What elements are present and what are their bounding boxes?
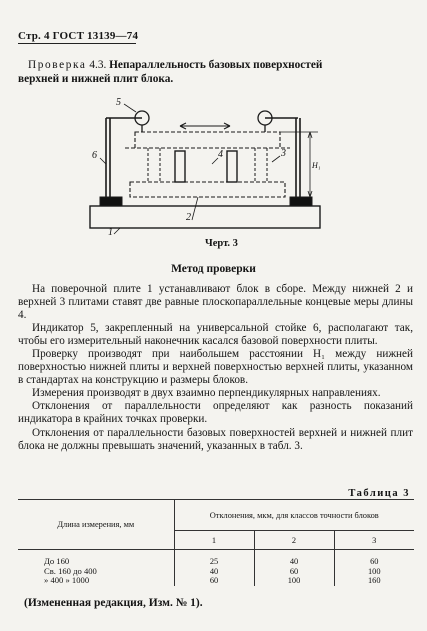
check-number: 4.3. — [89, 59, 107, 71]
cell: 60 — [370, 557, 379, 567]
cell: 100 — [367, 566, 381, 576]
figure-label-2: 2 — [186, 212, 191, 223]
column-header-length: Длина измерения, мм — [18, 500, 174, 550]
class-header: 3 — [334, 531, 414, 550]
page-header: Стр. 4 ГОСТ 13139—74 — [18, 30, 139, 42]
cell: 60 — [174, 576, 254, 586]
method-text — [18, 283, 413, 453]
figure-label-4: 4 — [218, 149, 223, 160]
paragraph: Отклонения от параллельности определяют как разность показаний индикатора в крайних точках проверки. — [18, 400, 413, 426]
row-name: До 160 — [18, 557, 174, 567]
cell: 40 — [254, 557, 334, 567]
table-label: Таблица 3 — [348, 488, 410, 499]
check-title-line1: Непараллельность базовых поверхностей — [109, 59, 323, 71]
cell: 25 — [174, 557, 254, 567]
cell: 100 — [254, 576, 334, 586]
figure-label-6: 6 — [92, 150, 97, 161]
figure-diagram — [80, 96, 330, 236]
header-rule — [18, 43, 136, 44]
edition-note: (Измененная редакция, Изм. № 1). — [24, 597, 203, 609]
row-name: Св. 160 до 400 — [18, 567, 174, 577]
check-title-line2: верхней и нижней плит блока. — [18, 73, 174, 85]
paragraph: Индикатор 5, закрепленный на универсальной стойке 6, располагают так, чтобы его измерительный наконечник касался базовой поверхности плиты. — [18, 322, 413, 348]
figure-label-1: 1 — [108, 227, 113, 236]
paragraph: Измерения производят в двух взаимно перпендикулярных направлениях. — [32, 387, 381, 400]
check-lead: Проверка — [28, 59, 87, 71]
paragraph: Проверку производят при наибольшем расстоянии H₁ между нижней поверхностью нижней плиты и верхней поверхностью верхней плиты, указанном в стандартах на конструкцию и размеры блоков. — [18, 348, 413, 387]
class-header: 2 — [254, 531, 334, 550]
figure-label-h1: H₁ — [312, 161, 321, 170]
tolerance-table — [18, 499, 414, 586]
cell: 160 — [367, 576, 381, 586]
figure-caption: Черт. 3 — [205, 238, 238, 249]
paragraph: Отклонения от параллельности базовых поверхностей верхней и нижней плит блока не должны превышать значений, указанных в табл. 3. — [18, 426, 413, 452]
figure-label-3: 3 — [281, 148, 286, 159]
method-heading: Метод проверки — [171, 263, 256, 275]
column-header-group: Отклонения, мкм, для классов точности блоков — [174, 500, 414, 531]
class-header: 1 — [174, 531, 254, 550]
cell: 40 — [174, 567, 254, 577]
figure-label-5: 5 — [116, 97, 121, 108]
check-intro — [18, 58, 408, 86]
row-name: » 400 » 1000 — [18, 576, 174, 586]
table-row — [18, 576, 414, 586]
cell: 60 — [254, 567, 334, 577]
paragraph: На поверочной плите 1 устанавливают блок в сборе. Между нижней 2 и верхней 3 плитами ставят две равные плоскопараллельные концевые меры длины 4. — [18, 283, 413, 322]
